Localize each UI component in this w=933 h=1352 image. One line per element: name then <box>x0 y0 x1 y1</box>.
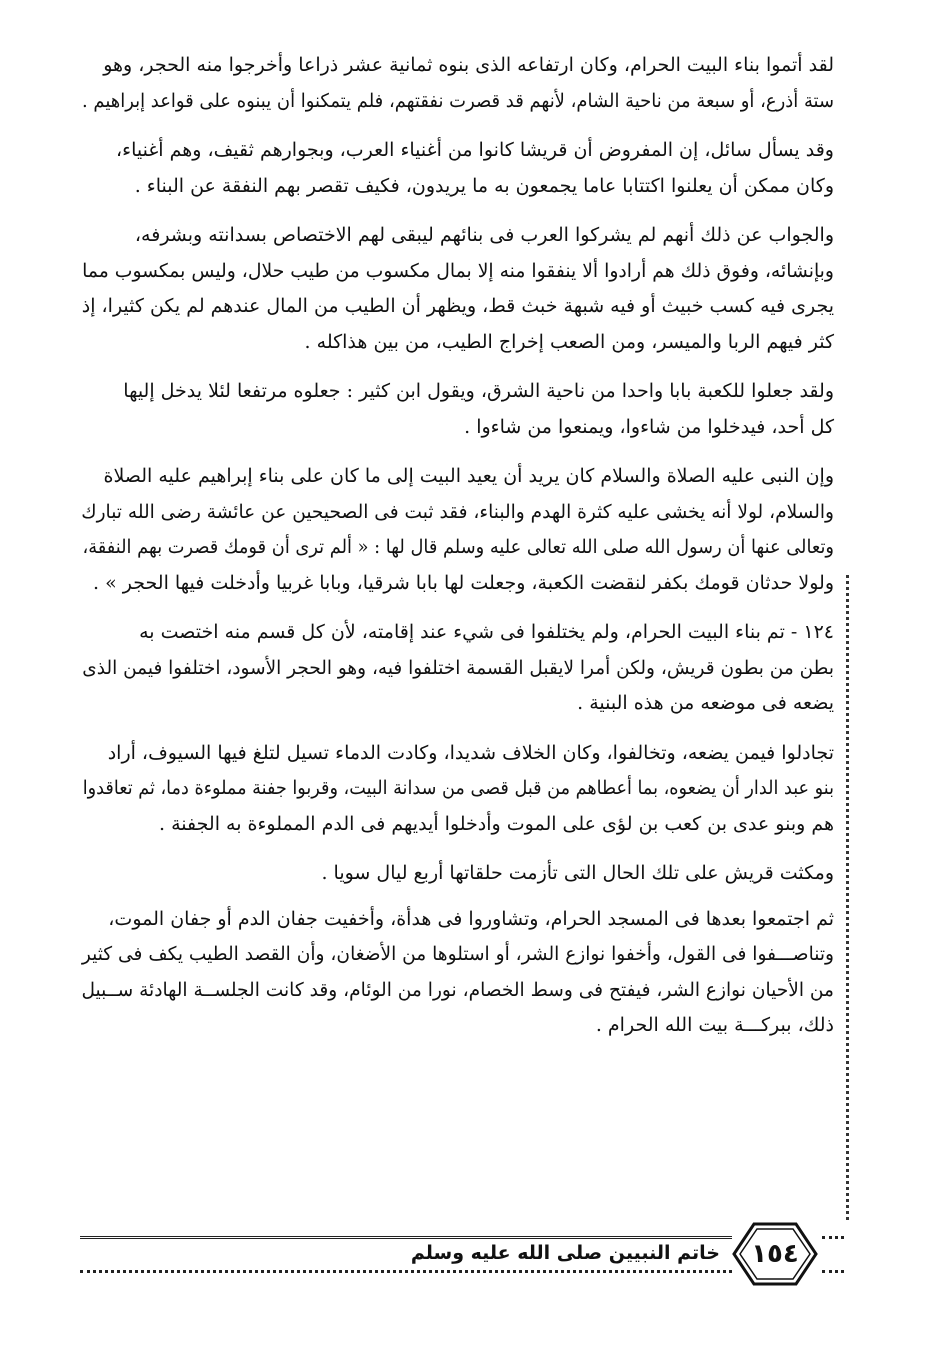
footer-rule <box>80 1236 732 1239</box>
page-number: ١٥٤ <box>751 1239 799 1269</box>
text-line: كل أحد، فيدخلوا من شاءوا، ويمنعوا من شاءوا . <box>464 415 834 438</box>
text-line: ذلك، ببركـــة بيت الله الحرام . <box>595 1014 834 1036</box>
text-line: كثر فيهم الربا والميسر، ومن الصعب إخراج الطيب، من بين هذاكله . <box>304 330 834 353</box>
paragraph <box>82 459 834 601</box>
footer-rule <box>80 1270 732 1273</box>
paragraph <box>82 615 834 722</box>
text-line: تجادلوا فيمن يضعه، وتخالفوا، وكان الخلاف شديدا، وكادت الدماء تسيل لتلغ فيها السيوف، أراد <box>107 741 834 764</box>
text-line: ولقد جعلوا للكعبة بابا واحدا من ناحية الشرق، ويقول ابن كثير : جعلوه مرتفعا لئلا يدخل إليها <box>123 380 834 402</box>
text-line: ولولا حدثان قومك بكفر لنقضت الكعبة، وجعلت لها بابا شرقيا، وبابا غربيا وأدخلت فيها الحجر » . <box>93 571 834 594</box>
text-line: وقد يسأل سائل، إن المفروض أن قريشا كانوا من أغنياء العرب، وبجوارهم ثقيف، وهم أغنياء، <box>116 139 834 161</box>
text-line: هم وبنو عدى بن كعب بن لؤى على الموت وأدخلوا أيديهم فى الدم المملوءة به الجفنة . <box>159 812 834 835</box>
paragraph <box>82 902 834 1044</box>
text-line: ستة أذرع، أو سبعة من ناحية الشام، لأنهم قد قصرت نفقتهم، فلم يتمكنوا أن يبنوه على قواعد إبراهيم . <box>82 89 834 112</box>
paragraph <box>82 218 834 360</box>
text-line: ١٢٤ - تم بناء البيت الحرام، ولم يختلفوا فى شيء عند إقامته، لأن كل قسم منه اختصت به <box>139 621 834 643</box>
paragraph <box>82 133 834 204</box>
text-line: ومكثت قريش على تلك الحال التى تأزمت حلقاتها أربع ليال سويا . <box>321 862 834 884</box>
paragraph <box>82 374 834 445</box>
paragraph <box>82 856 834 892</box>
text-line: وبإنشائه، وفوق ذلك هم أرادوا ألا ينفقوا منه إلا بمال مكسوب من طيب حلال، وليس بمكسوب مما <box>82 259 834 282</box>
text-line: لقد أتموا بناء البيت الحرام، وكان ارتفاعه الذى بنوه ثمانية عشر ذراعا وأخرجوا منه الحجر، وهو <box>103 54 834 76</box>
text-line: وتعالى عنها أن رسول الله صلى الله تعالى عليه وسلم قال لها : « ألم ترى أن قومك قصرت بهم النفقة، <box>82 536 835 558</box>
text-line: بطن من بطون قريش، ولكن أمرا لايقبل القسمة اختلفوا فيه، وهو الحجر الأسود، اختلفوا فيمن الذى <box>82 656 835 679</box>
paragraph <box>82 736 834 843</box>
margin-rule <box>846 575 849 1220</box>
text-line: يضعه فى موضعه من هذه البنية . <box>577 692 834 714</box>
body-text <box>82 48 834 1058</box>
book-title: خاتم النبيين صلى الله عليه وسلم <box>410 1242 720 1264</box>
text-line: وكان ممكن أن يعلنوا اكتتابا عاما يجمعون به ما يريدون، فكيف تقصر بهم النفقة عن البناء . <box>134 174 834 197</box>
page-footer <box>80 1212 842 1302</box>
text-line: من الأحيان نوازع الشر، فيفتح فى وسط الخصام، نورا من الوئام، وقد كانت الجلســة الهادئة ســبيل <box>81 978 835 1001</box>
text-line: ثم اجتمعوا بعدها فى المسجد الحرام، وتشاوروا فى هدأة، وأخفيت جفان الدم أو جفان الموت، <box>108 907 834 930</box>
text-line: يجرى فيه كسب خبيث أو فيه شبهة خبث قط، ويظهر أن الطيب من المال عندهم لم يكن كثيرا، إذ <box>81 295 834 317</box>
paragraph <box>82 48 834 119</box>
text-line: والجواب عن ذلك أنهم لم يشركوا العرب فى بنائهم ليبقى لهم الاختصاص بسدانته وبشرفه، <box>134 224 834 246</box>
text-line: بنو عبد الدار أن يضعوه، بما أعطاهم من قبل قصى من سدانة البيت، وقربوا جفنة مملوءة دما، ثم تعاقدوا <box>82 777 834 799</box>
text-line: وتناصـــفوا فى القول، وأخفوا نوازع الشر، أو استلوها من الأضغان، وأن القصد الطيب يكف فى كثير <box>81 943 834 965</box>
page-number-badge <box>720 1218 830 1290</box>
text-line: والسلام، لولا أنه يخشى عليه كثرة الهدم والبناء، فقد ثبت فى الصحيحين عن عائشة رضى الله تبارك <box>81 500 834 523</box>
text-line: وإن النبى عليه الصلاة والسلام كان يريد أن يعيد البيت إلى ما كان على بناء إبراهيم عليه الصلاة <box>103 465 834 487</box>
